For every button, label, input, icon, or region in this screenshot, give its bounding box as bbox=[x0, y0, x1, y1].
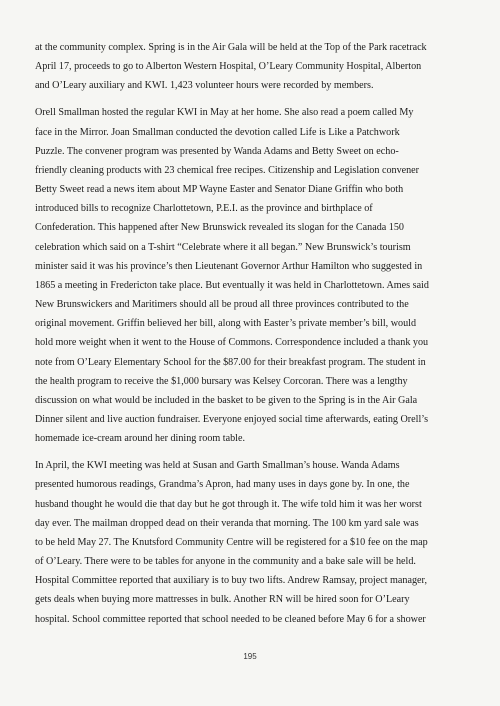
text-line: minister said it was his province’s then Lieutenant Governor Arthur Hamilton who suggested in bbox=[35, 260, 423, 272]
text-line: of O’Leary. There were to be tables for anyone in the community and a bake sale will be held. bbox=[35, 556, 416, 568]
paragraph-1 bbox=[35, 38, 475, 95]
text-line: Betty Sweet read a news item about MP Wayne Easter and Senator Diane Griffin who both bbox=[35, 184, 404, 196]
text-line: day ever. The mailman dropped dead on their veranda that morning. The 100 km yard sale was bbox=[35, 517, 419, 529]
text-line: original movement. Griffin believed her bill, along with Easter’s private member’s bill, would bbox=[35, 318, 417, 330]
paragraph-3 bbox=[35, 456, 475, 628]
text-line: In April, the KWI meeting was held at Susan and Garth Smallman’s house. Wanda Adams bbox=[35, 460, 400, 472]
text-line: Confederation. This happened after New Brunswick revealed its slogan for the Canada 150 bbox=[35, 222, 404, 234]
text-line: at the community complex. Spring is in the Air Gala will be held at the Top of the Park racetrack bbox=[35, 42, 427, 53]
text-line: hospital. School committee reported that school needed to be cleaned before May 6 for a shower bbox=[35, 613, 426, 625]
text-line: face in the Mirror. Joan Smallman conducted the devotion called Life is Like a Patchwork bbox=[35, 126, 400, 138]
text-line: Puzzle. The convener program was presented by Wanda Adams and Betty Sweet on echo- bbox=[35, 145, 399, 157]
text-line: New Brunswickers and Maritimers should all be proud all three provinces contributed to the bbox=[35, 299, 409, 311]
text-line: discussion on what would be included in the basket to be given to the Spring is in the Air Gala bbox=[35, 394, 418, 406]
text-line: hold more weight when it went to the House of Commons. Correspondence included a thank you bbox=[35, 337, 429, 349]
text-line: husband thought he would die that day but he got through it. The wife told him it was her worst bbox=[35, 498, 422, 510]
text-line: Hospital Committee reported that auxiliary is to buy two lifts. Andrew Ramsay, project manager, bbox=[35, 575, 428, 587]
text-line: April 17, proceeds to go to Alberton Western Hospital, O’Leary Community Hospital, Alberton bbox=[35, 61, 422, 73]
text-line: presented humorous readings, Grandma’s Apron, had many uses in days gone by. In one, the bbox=[35, 479, 410, 491]
body-text bbox=[35, 38, 475, 637]
text-line: Dinner silent and live auction fundraiser. Everyone enjoyed social time afterwards, eating Orell’s bbox=[35, 413, 429, 425]
text-line: introduced bills to recognize Charlottetown, P.E.I. as the province and birthplace of bbox=[35, 203, 373, 215]
paragraph-2 bbox=[35, 103, 475, 448]
text-line: gets deals when buying more mattresses in bulk. Another RN will be hired soon for O’Leary bbox=[35, 594, 410, 606]
text-line: 1865 a meeting in Fredericton take place. But eventually it was held in Charlottetown. Ames said bbox=[35, 279, 429, 291]
text-line: Orell Smallman hosted the regular KWI in May at her home. She also read a poem called My bbox=[35, 107, 414, 119]
text-line: note from O’Leary Elementary School for the $87.00 for their breakfast program. The student in bbox=[35, 356, 426, 368]
text-line: homemade ice-cream around her dining room table. bbox=[35, 433, 246, 445]
text-line: to be held May 27. The Knutsford Community Centre will be registered for a $10 fee on the map bbox=[35, 536, 428, 548]
text-line: celebration which said on a T-shirt “Celebrate where it all began.” New Brunswick’s tourism bbox=[35, 241, 411, 253]
page-number: 195 bbox=[243, 652, 257, 661]
text-line: the health program to receive the $1,000 bursary was Kelsey Corcoran. There was a lengthy bbox=[35, 375, 408, 387]
text-line: friendly cleaning products with 23 chemical free recipes. Citizenship and Legislation convener bbox=[35, 164, 420, 176]
text-line: and O’Leary auxiliary and KWI. 1,423 volunteer hours were recorded by members. bbox=[35, 80, 374, 92]
